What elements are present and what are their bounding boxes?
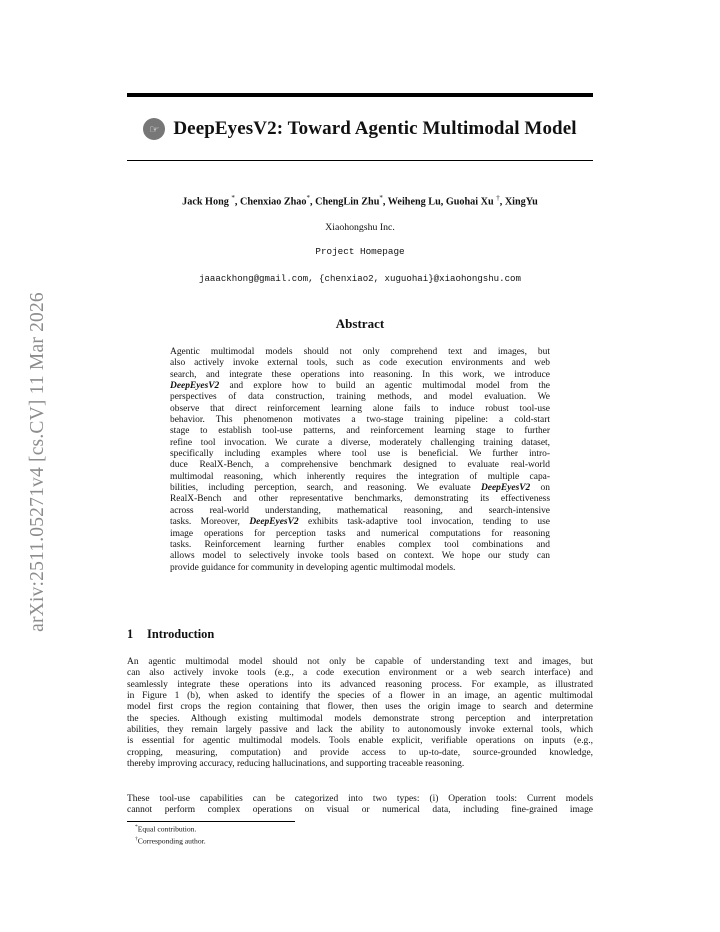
title-bottom-rule [127, 160, 593, 161]
body-line: thereby improving accuracy, reducing hallucinations, and supporting traceable reasoning. [127, 759, 465, 770]
section-number: 1 [127, 627, 134, 641]
footnote-mark: † [135, 836, 138, 842]
author-mark: * [379, 194, 383, 202]
abstract-line: behavior. This phenomenon motivates a two-stage training pipeline: a cold-start [170, 415, 550, 426]
abstract-line: allows model to selectively invoke tools based on context. We hope our study can [170, 551, 550, 562]
footnote-mark: * [135, 824, 138, 830]
abstract-line: tasks. Reinforcement learning further enables complex tool combinations and [170, 539, 550, 550]
section-title: Introduction [147, 627, 215, 641]
abstract-heading: Abstract [335, 316, 385, 331]
abstract-line: provide guidance for community in developing agentic multimodal models. [170, 562, 456, 573]
abstract-line: tasks. Moreover, DeepEyesV2 exhibits task-adaptive tool invocation, tending to use [170, 517, 550, 528]
author-mark: * [231, 194, 235, 202]
abstract-line: perspectives of data construction, training methods, and model evaluation. We [170, 392, 550, 403]
author-list: Jack Hong *, Chenxiao Zhao*, ChengLin Zhu*, Weiheng Lu, Guohai Xu †, XingYu [182, 194, 538, 208]
title-top-rule [127, 93, 593, 97]
introduction-paragraph-1 [127, 657, 593, 770]
author-name: XingYu [504, 196, 538, 208]
introduction-paragraph-2 [127, 794, 593, 817]
author-name: Jack Hong [182, 196, 229, 208]
footnote-equal-contribution [135, 824, 196, 834]
abstract-line: Agentic multimodal models should not only comprehend text and images, but [170, 347, 550, 357]
abstract-line: refine tool invocation. We curate a diverse, moderately challenging training dataset, [170, 437, 550, 448]
body-line: cropping, measuring, computation) and provide access to up-to-date, source-grounded knowledge, [127, 747, 593, 758]
author-name: Weiheng Lu [387, 196, 441, 208]
author-mark: † [496, 194, 500, 202]
author-mark: * [306, 194, 310, 202]
abstract-line: observe that direct reinforcement learning alone fails to induce robust tool-use [170, 403, 550, 414]
abstract-line: search, and integrate these operations into reasoning. In this work, we introduce [170, 369, 550, 380]
abstract-line: image operations for perception tasks and numerical computations for reasoning [170, 528, 550, 539]
body-line: is essential for agentic multimodal models. Tools enable explicit, verifiable operations on inputs (e.g., [127, 736, 593, 747]
project-homepage-link[interactable]: Project Homepage [315, 246, 405, 257]
paper-title: DeepEyesV2: Toward Agentic Multimodal Model [173, 118, 577, 139]
footnote-text: Corresponding author. [137, 836, 206, 846]
abstract-body [170, 347, 550, 574]
body-line: These tool-use capabilities can be categorized into two types: (i) Operation tools: Current models [127, 794, 593, 804]
body-line: the species. Although existing multimodal models demonstrate strong perception and interpretation [127, 713, 593, 724]
abstract-line: RealX-Bench and other representative benchmarks, demonstrating its effectiveness [170, 494, 550, 505]
body-line: abilities, they remain largely passive and lack the ability to autonomously invoke external tools, which [127, 725, 593, 736]
title-block [127, 118, 593, 140]
arxiv-identifier: arXiv:2511.05271v4 [cs.CV] 11 Mar 2026 [27, 292, 48, 632]
abstract-line: multimodal reasoning, which inherently requires the integration of multiple capa- [170, 471, 550, 482]
section-heading-introduction [127, 627, 214, 642]
body-line: model first crops the region containing that flower, then uses the origin image to search and determine [127, 702, 593, 713]
author-emails: jaaackhong@gmail.com, {chenxiao2, xuguohai}@xiaohongshu.com [199, 273, 521, 284]
author-name: Chenxiao Zhao [239, 196, 307, 208]
author-name: Guohai Xu [445, 196, 494, 208]
body-line: in Figure 1 (b), when asked to identify the species of a flower in an image, an agentic multimodal [127, 691, 593, 702]
abstract-line: stage to establish tool-use patterns, and reinforcement learning stage to further [170, 426, 550, 437]
body-line: seamlessly integrate these operations into its advanced reasoning process. For example, as illustrated [127, 679, 593, 690]
affiliation: Xiaohongshu Inc. [325, 222, 395, 233]
author-name: ChengLin Zhu [315, 196, 380, 208]
footnote-corresponding-author [135, 836, 206, 846]
abstract-line: also actively invoke external tools, such as code execution environments and web [170, 358, 550, 369]
body-line: An agentic multimodal model should not only be capable of understanding text and images, but [127, 657, 593, 667]
eye-logo-icon: ☞ [143, 118, 165, 140]
abstract-line: duce RealX-Bench, a comprehensive benchmark designed to evaluate real-world [170, 460, 550, 471]
abstract-line: specifically including examples where tool use is beneficial. We further intro- [170, 449, 550, 460]
footnote-text: Equal contribution. [137, 824, 197, 834]
abstract-line: across real-world understanding, mathematical reasoning, and search-intensive [170, 505, 550, 516]
abstract-line: bilities, including perception, search, and reasoning. We evaluate DeepEyesV2 on [170, 483, 550, 494]
footnote-rule [127, 821, 295, 822]
body-line: can also actively invoke tools (e.g., a code execution environment or a web search interface) and [127, 668, 593, 679]
body-line: cannot perform complex operations on visual or numerical data, including fine-grained image [127, 805, 593, 816]
abstract-line: DeepEyesV2 and explore how to build an agentic multimodal model from the [170, 381, 550, 392]
